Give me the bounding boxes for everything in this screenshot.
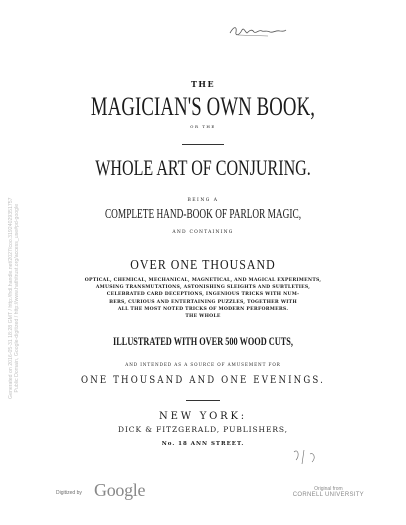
handbook-line: COMPLETE HAND-BOOK OF PARLOR MAGIC,	[104, 206, 302, 221]
margin-scribble	[290, 446, 320, 470]
imprint-publisher: DICK & FITZGERALD, PUBLISHERS,	[118, 425, 288, 434]
over-one-thousand: OVER ONE THOUSAND	[130, 258, 276, 273]
description-block: OPTICAL, CHEMICAL, MECHANICAL, MAGNETICAL, AND MAGICAL EXPERIMENTS, AMUSING TRANSMUTATIONS, ASTONISHING SLEIGHTS AND SUBTLETIES, CELEBRATED CARD DECEPTIONS, INGENIOUS TRICKS WITH NUM- BERS, CURIOUS AND ENTERTAINING PUZZLES, TOGETHER WITH ALL THE MOST NOTED TRICKS OF MODERN PERFORMERS. THE WHOLE	[84, 278, 322, 320]
rule-divider-top	[182, 144, 224, 145]
imprint-city: NEW YORK:	[159, 411, 247, 422]
main-title: MAGICIAN'S OWN BOOK,	[90, 92, 316, 121]
digitized-by-label: Digitized by	[56, 490, 82, 496]
subtitle: WHOLE ART OF CONJURING.	[95, 155, 311, 180]
title-the: THE	[190, 79, 216, 89]
or-the-text: OR THE	[190, 124, 216, 129]
hathitrust-watermark: Generated on 2016-05-31 18:28 GMT / http://hdl.handle.net/2027/coo.31924029351757 Public Domain, Google-digitized / http://www.hathitrust.org/access_use#pd-google	[7, 197, 20, 399]
handwritten-signature	[228, 24, 288, 38]
and-containing-text: AND CONTAINING	[172, 230, 234, 235]
google-logo: Google	[94, 480, 146, 500]
being-a-text: BEING A	[187, 198, 219, 203]
illustrated-line: ILLUSTRATED WITH OVER 500 WOOD CUTS,	[113, 336, 293, 348]
original-from-block	[293, 486, 364, 498]
cornell-university-label: CORNELL UNIVERSITY	[292, 492, 364, 498]
original-from-label: Original from	[314, 486, 343, 492]
imprint-address: No. 18 ANN STREET.	[161, 441, 245, 447]
rule-divider-bottom	[186, 400, 220, 401]
intended-text: AND INTENDED AS A SOURCE OF AMUSEMENT FOR	[125, 362, 281, 367]
evenings-line: ONE THOUSAND AND ONE EVENINGS.	[81, 374, 325, 386]
